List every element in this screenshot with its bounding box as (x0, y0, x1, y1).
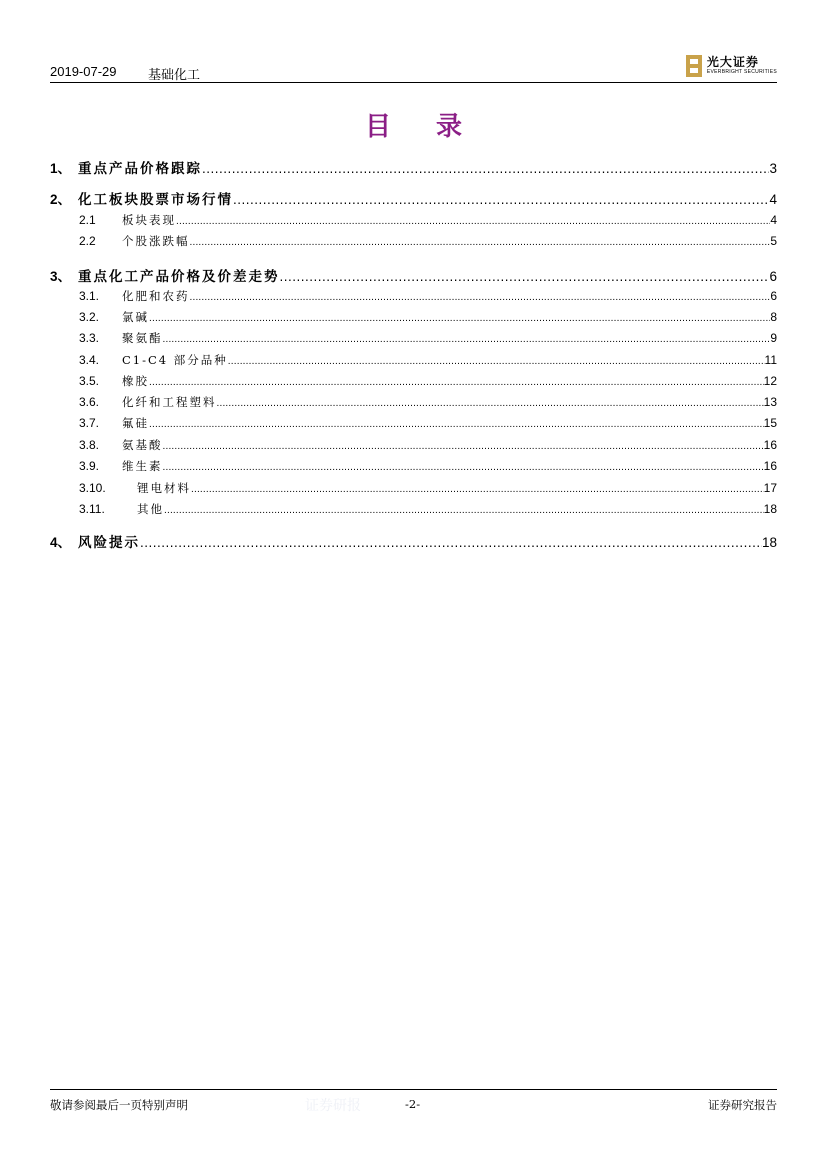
everbright-logo-icon (685, 54, 703, 78)
toc-entry-number: 3.7. (79, 416, 100, 430)
toc-entry-level2[interactable] (50, 309, 777, 325)
toc-entry-level2[interactable] (50, 480, 777, 496)
toc-entry-level2[interactable] (50, 437, 777, 453)
toc-entry-page: 4 (769, 192, 777, 207)
toc-entry-page: 4 (770, 213, 777, 227)
report-sector: 基础化工 (148, 67, 201, 82)
toc-dot-leader (163, 462, 764, 473)
toc-dot-leader (202, 161, 769, 176)
toc-entry-number: 3、 (50, 269, 72, 284)
toc-entry-number: 3.3. (79, 331, 100, 345)
report-date: 2019-07-29 (50, 64, 117, 79)
toc-entry-level1[interactable] (50, 188, 777, 208)
toc-entry-level2[interactable] (50, 288, 777, 304)
toc-entry-title: 重点化工产品价格及价差走势 (78, 269, 280, 285)
toc-dot-leader (228, 356, 765, 367)
toc-entry-page: 13 (763, 395, 777, 409)
toc-entry-level2[interactable] (50, 373, 777, 389)
toc-entry-title: 氯碱 (122, 310, 149, 324)
toc-dot-leader (163, 334, 771, 345)
logo-text-cn: 光大证券 (706, 55, 759, 69)
toc-entry-level1[interactable] (50, 157, 777, 177)
toc-entry-page: 8 (770, 310, 777, 324)
toc-entry-title: 氟硅 (122, 416, 149, 430)
toc-entry-page: 11 (764, 353, 777, 367)
toc-entry-number: 2.1 (79, 213, 96, 227)
toc-entry-title: 化纤和工程塑料 (122, 395, 217, 409)
toc-entry-level2[interactable] (50, 352, 777, 368)
toc-entry-number: 3.9. (79, 459, 100, 473)
page-header (50, 52, 777, 82)
toc-entry-number: 1、 (50, 161, 72, 176)
disclaimer-note: 敬请参阅最后一页特别声明 (50, 1098, 188, 1112)
footer-rule (50, 1089, 777, 1090)
toc-entry-title: 氨基酸 (122, 438, 163, 452)
header-rule (50, 82, 777, 83)
toc-entry-page: 5 (770, 234, 777, 248)
toc-entry-level2[interactable] (50, 458, 777, 474)
toc-entry-page: 3 (769, 161, 777, 176)
toc-entry-number: 3.11. (79, 502, 105, 516)
toc-dot-leader (190, 237, 771, 248)
toc-dot-leader (233, 192, 769, 207)
toc-entry-title: 其他 (137, 502, 164, 516)
toc-entry-number: 3.6. (79, 395, 100, 409)
toc-entry-level2[interactable] (50, 330, 777, 346)
toc-dot-leader (176, 216, 770, 227)
toc-entry-page: 12 (763, 374, 777, 388)
toc-entry-page: 18 (761, 535, 777, 550)
toc-entry-number: 3.5. (79, 374, 100, 388)
toc-entry-title: 化工板块股票市场行情 (78, 192, 233, 208)
toc-entry-number: 2.2 (79, 234, 96, 248)
toc-entry-level1[interactable] (50, 531, 777, 551)
toc-dot-leader (190, 292, 771, 303)
toc-title: 目 录 (364, 112, 481, 142)
watermark: 证券研报 (305, 1098, 361, 1114)
toc-entry-number: 3.2. (79, 310, 100, 324)
toc-dot-leader (149, 419, 764, 430)
toc-entry-title: 重点产品价格跟踪 (78, 161, 202, 177)
toc-entry-level2[interactable] (50, 394, 777, 410)
toc-entry-title: 风险提示 (78, 535, 140, 551)
toc-dot-leader (164, 505, 764, 516)
toc-entry-title: C1-C4 部分品种 (122, 353, 228, 367)
toc-entry-number: 2、 (50, 192, 72, 207)
toc-entry-title: 橡胶 (122, 374, 149, 388)
toc-entry-title: 化肥和农药 (122, 289, 190, 303)
toc-entry-title: 维生素 (122, 459, 163, 473)
page-number: -2- (405, 1097, 421, 1111)
toc-entry-level2[interactable] (50, 415, 777, 431)
toc-entry-level2[interactable] (50, 501, 777, 517)
toc-entry-number: 3.10. (79, 481, 106, 495)
toc-entry-number: 4、 (50, 535, 72, 550)
toc-entry-level2[interactable] (50, 233, 777, 249)
toc-entry-number: 3.8. (79, 438, 100, 452)
toc-entry-page: 16 (763, 438, 777, 452)
toc-entry-title: 聚氨酯 (122, 331, 163, 345)
toc-dot-leader (280, 269, 770, 284)
logo-text-en: EVERBRIGHT SECURITIES (706, 69, 777, 75)
toc-entry-level2[interactable] (50, 212, 777, 228)
toc-entry-page: 16 (763, 459, 777, 473)
toc-dot-leader (140, 535, 762, 550)
toc-entry-title: 个股涨跌幅 (122, 234, 190, 248)
toc-dot-leader (163, 441, 764, 452)
toc-entry-page: 15 (763, 416, 777, 430)
toc-entry-title: 板块表现 (122, 213, 176, 227)
toc-entry-page: 17 (763, 481, 777, 495)
toc-entry-page: 18 (763, 502, 777, 516)
toc-entry-page: 9 (770, 331, 777, 345)
toc-entry-number: 3.4. (79, 353, 100, 367)
toc-entry-page: 6 (770, 289, 777, 303)
everbright-logo (685, 52, 777, 80)
toc-entry-number: 3.1. (79, 289, 100, 303)
toc-entry-title: 锂电材料 (137, 481, 191, 495)
toc-dot-leader (217, 398, 764, 409)
toc-dot-leader (191, 484, 764, 495)
toc-entry-level1[interactable] (50, 265, 777, 285)
toc-entry-page: 6 (769, 269, 777, 284)
toc-dot-leader (149, 377, 764, 388)
report-type: 证券研究报告 (708, 1098, 777, 1112)
toc-dot-leader (149, 313, 770, 324)
